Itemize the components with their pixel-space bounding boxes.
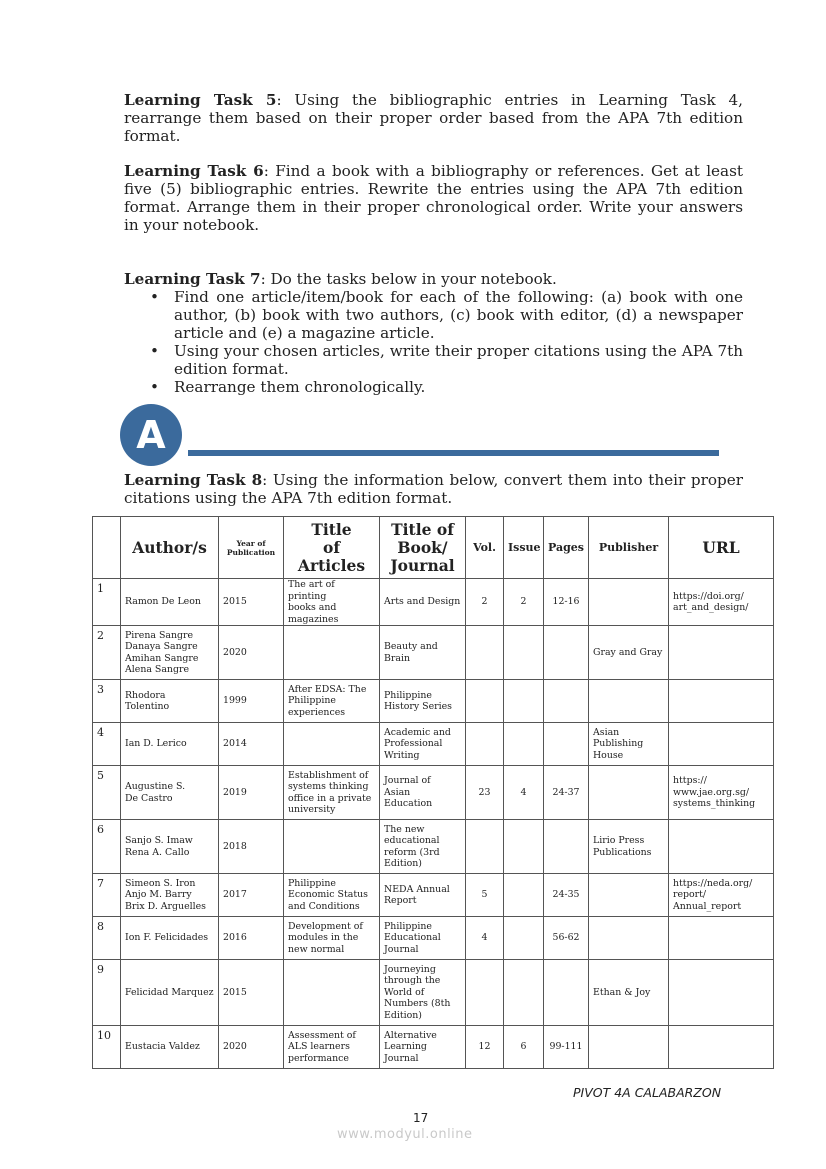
cell-book-journal: Journeying through the World of Numbers (8th Edition) (380, 960, 466, 1026)
bullet-item: • Using your chosen articles, write their proper citations using the APA 7th edition format. (150, 342, 743, 378)
cell-publisher: Asian Publishing House (589, 723, 669, 766)
cell-pages: 99-111 (544, 1026, 589, 1069)
task-6-label: Learning Task 6 (124, 162, 264, 180)
header-authors: Author/s (121, 517, 219, 579)
cell-article-title: Establishment of systems thinking office in a private university (284, 766, 380, 820)
cell-number: 9 (93, 960, 121, 1026)
cell-url (669, 626, 774, 680)
cell-pages: 12-16 (544, 579, 589, 626)
header-year: Year of Publication (219, 517, 284, 579)
cell-vol: 12 (466, 1026, 504, 1069)
cell-book-journal: Academic and Professional Writing (380, 723, 466, 766)
cell-year: 2016 (219, 917, 284, 960)
cell-url (669, 820, 774, 874)
cell-book-journal: Alternative Learning Journal (380, 1026, 466, 1069)
cell-number: 2 (93, 626, 121, 680)
cell-pages (544, 820, 589, 874)
cell-publisher: Lirio Press Publications (589, 820, 669, 874)
cell-authors: Simeon S. Iron Anjo M. Barry Brix D. Arguelles (121, 874, 219, 917)
task-7-label: Learning Task 7 (124, 270, 261, 288)
cell-issue: 4 (504, 766, 544, 820)
header-title-articles: Title of Articles (284, 517, 380, 579)
cell-year: 2020 (219, 1026, 284, 1069)
cell-number: 3 (93, 680, 121, 723)
table-row (93, 626, 774, 680)
cell-issue (504, 626, 544, 680)
header-publisher: Publisher (589, 517, 669, 579)
cell-publisher: Ethan & Joy (589, 960, 669, 1026)
cell-year: 1999 (219, 680, 284, 723)
cell-article-title: Philippine Economic Status and Conditions (284, 874, 380, 917)
cell-article-title: After EDSA: The Philippine experiences (284, 680, 380, 723)
cell-publisher (589, 766, 669, 820)
cell-issue: 2 (504, 579, 544, 626)
table-row (93, 723, 774, 766)
cell-book-journal: The new educational reform (3rd Edition) (380, 820, 466, 874)
cell-article-title: The art of printing books and magazines (284, 579, 380, 626)
cell-vol: 2 (466, 579, 504, 626)
cell-authors: Felicidad Marquez (121, 960, 219, 1026)
cell-year: 2017 (219, 874, 284, 917)
cell-year: 2015 (219, 579, 284, 626)
cell-issue (504, 917, 544, 960)
cell-year: 2018 (219, 820, 284, 874)
learning-task-5 (124, 91, 743, 145)
cell-publisher (589, 579, 669, 626)
cell-issue (504, 723, 544, 766)
bullet-item: • Rearrange them chronologically. (150, 378, 743, 396)
cell-year: 2020 (219, 626, 284, 680)
header-url: URL (669, 517, 774, 579)
task-8-text: : Using the information below, convert them into their proper citations using the APA 7th edition format. (124, 471, 743, 507)
cell-pages: 56-62 (544, 917, 589, 960)
page-number: 17 (413, 1111, 429, 1125)
table-row (93, 917, 774, 960)
task-7-text: : Do the tasks below in your notebook. (260, 270, 557, 288)
cell-number: 7 (93, 874, 121, 917)
learning-task-6 (124, 162, 743, 234)
cell-vol: 5 (466, 874, 504, 917)
cell-publisher: Gray and Gray (589, 626, 669, 680)
cell-pages (544, 680, 589, 723)
header-issue: Issue (504, 517, 544, 579)
cell-authors: Ian D. Lerico (121, 723, 219, 766)
cell-book-journal: Beauty and Brain (380, 626, 466, 680)
cell-article-title: Assessment of ALS learners performance (284, 1026, 380, 1069)
task-5-text: : Using the bibliographic entries in Learning Task 4, rearrange them based on their proper order based from the APA 7th edition format. (124, 91, 743, 145)
cell-publisher (589, 917, 669, 960)
cell-article-title (284, 820, 380, 874)
cell-authors: Rhodora Tolentino (121, 680, 219, 723)
header-number (93, 517, 121, 579)
table-body (93, 579, 774, 1069)
cell-issue: 6 (504, 1026, 544, 1069)
section-a-badge: A (120, 404, 182, 466)
cell-publisher (589, 874, 669, 917)
cell-vol (466, 960, 504, 1026)
table-row (93, 579, 774, 626)
cell-url: https:// www.jae.org.sg/ systems_thinking (669, 766, 774, 820)
table-row (93, 680, 774, 723)
cell-url (669, 1026, 774, 1069)
watermark: www.modyul.online (337, 1127, 473, 1142)
cell-issue (504, 820, 544, 874)
cell-issue (504, 680, 544, 723)
cell-vol (466, 680, 504, 723)
cell-number: 4 (93, 723, 121, 766)
table-row (93, 1026, 774, 1069)
cell-book-journal: NEDA Annual Report (380, 874, 466, 917)
cell-issue (504, 960, 544, 1026)
cell-year: 2015 (219, 960, 284, 1026)
table-row (93, 766, 774, 820)
cell-vol (466, 626, 504, 680)
cell-url: https://neda.org/ report/ Annual_report (669, 874, 774, 917)
bibliographic-data-table (92, 516, 774, 1069)
cell-book-journal: Philippine History Series (380, 680, 466, 723)
cell-url (669, 960, 774, 1026)
cell-pages (544, 723, 589, 766)
cell-year: 2019 (219, 766, 284, 820)
section-divider-rule (188, 450, 719, 456)
table-header-row (93, 517, 774, 579)
learning-task-8 (124, 471, 743, 507)
cell-article-title (284, 960, 380, 1026)
learning-task-7 (124, 270, 743, 288)
cell-authors: Sanjo S. Imaw Rena A. Callo (121, 820, 219, 874)
cell-url: https://doi.org/ art_and_design/ (669, 579, 774, 626)
cell-number: 6 (93, 820, 121, 874)
cell-book-journal: Philippine Educational Journal (380, 917, 466, 960)
cell-number: 10 (93, 1026, 121, 1069)
cell-vol: 23 (466, 766, 504, 820)
table-row (93, 820, 774, 874)
cell-url (669, 917, 774, 960)
task-7-bullet-list (150, 288, 743, 396)
header-pages: Pages (544, 517, 589, 579)
cell-article-title (284, 626, 380, 680)
cell-issue (504, 874, 544, 917)
cell-pages (544, 960, 589, 1026)
cell-authors: Eustacia Valdez (121, 1026, 219, 1069)
cell-article-title: Development of modules in the new normal (284, 917, 380, 960)
cell-pages: 24-35 (544, 874, 589, 917)
cell-pages (544, 626, 589, 680)
cell-number: 1 (93, 579, 121, 626)
cell-authors: Augustine S. De Castro (121, 766, 219, 820)
cell-vol (466, 820, 504, 874)
header-book-journal: Title of Book/ Journal (380, 517, 466, 579)
header-vol: Vol. (466, 517, 504, 579)
cell-pages: 24-37 (544, 766, 589, 820)
table-row (93, 960, 774, 1026)
cell-url (669, 680, 774, 723)
table-row (93, 874, 774, 917)
cell-authors: Ion F. Felicidades (121, 917, 219, 960)
cell-year: 2014 (219, 723, 284, 766)
cell-authors: Pirena Sangre Danaya Sangre Amihan Sangre Alena Sangre (121, 626, 219, 680)
cell-number: 8 (93, 917, 121, 960)
cell-authors: Ramon De Leon (121, 579, 219, 626)
bullet-item: • Find one article/item/book for each of the following: (a) book with one author, (b) book with two authors, (c) book with editor, (d) a newspaper article and (e) a magazine article. (150, 288, 743, 342)
cell-vol (466, 723, 504, 766)
cell-number: 5 (93, 766, 121, 820)
task-5-label: Learning Task 5 (124, 91, 277, 109)
cell-article-title (284, 723, 380, 766)
cell-book-journal: Journal of Asian Education (380, 766, 466, 820)
cell-book-journal: Arts and Design (380, 579, 466, 626)
cell-publisher (589, 1026, 669, 1069)
footer-label: PIVOT 4A CALABARZON (573, 1085, 722, 1100)
cell-url (669, 723, 774, 766)
cell-vol: 4 (466, 917, 504, 960)
task-6-text: : Find a book with a bibliography or references. Get at least five (5) bibliographic entries. Rewrite the entries using the APA 7th edition format. Arrange them in their proper chronological order. Write your answers in your notebook. (124, 162, 743, 234)
cell-publisher (589, 680, 669, 723)
task-8-label: Learning Task 8 (124, 471, 263, 489)
